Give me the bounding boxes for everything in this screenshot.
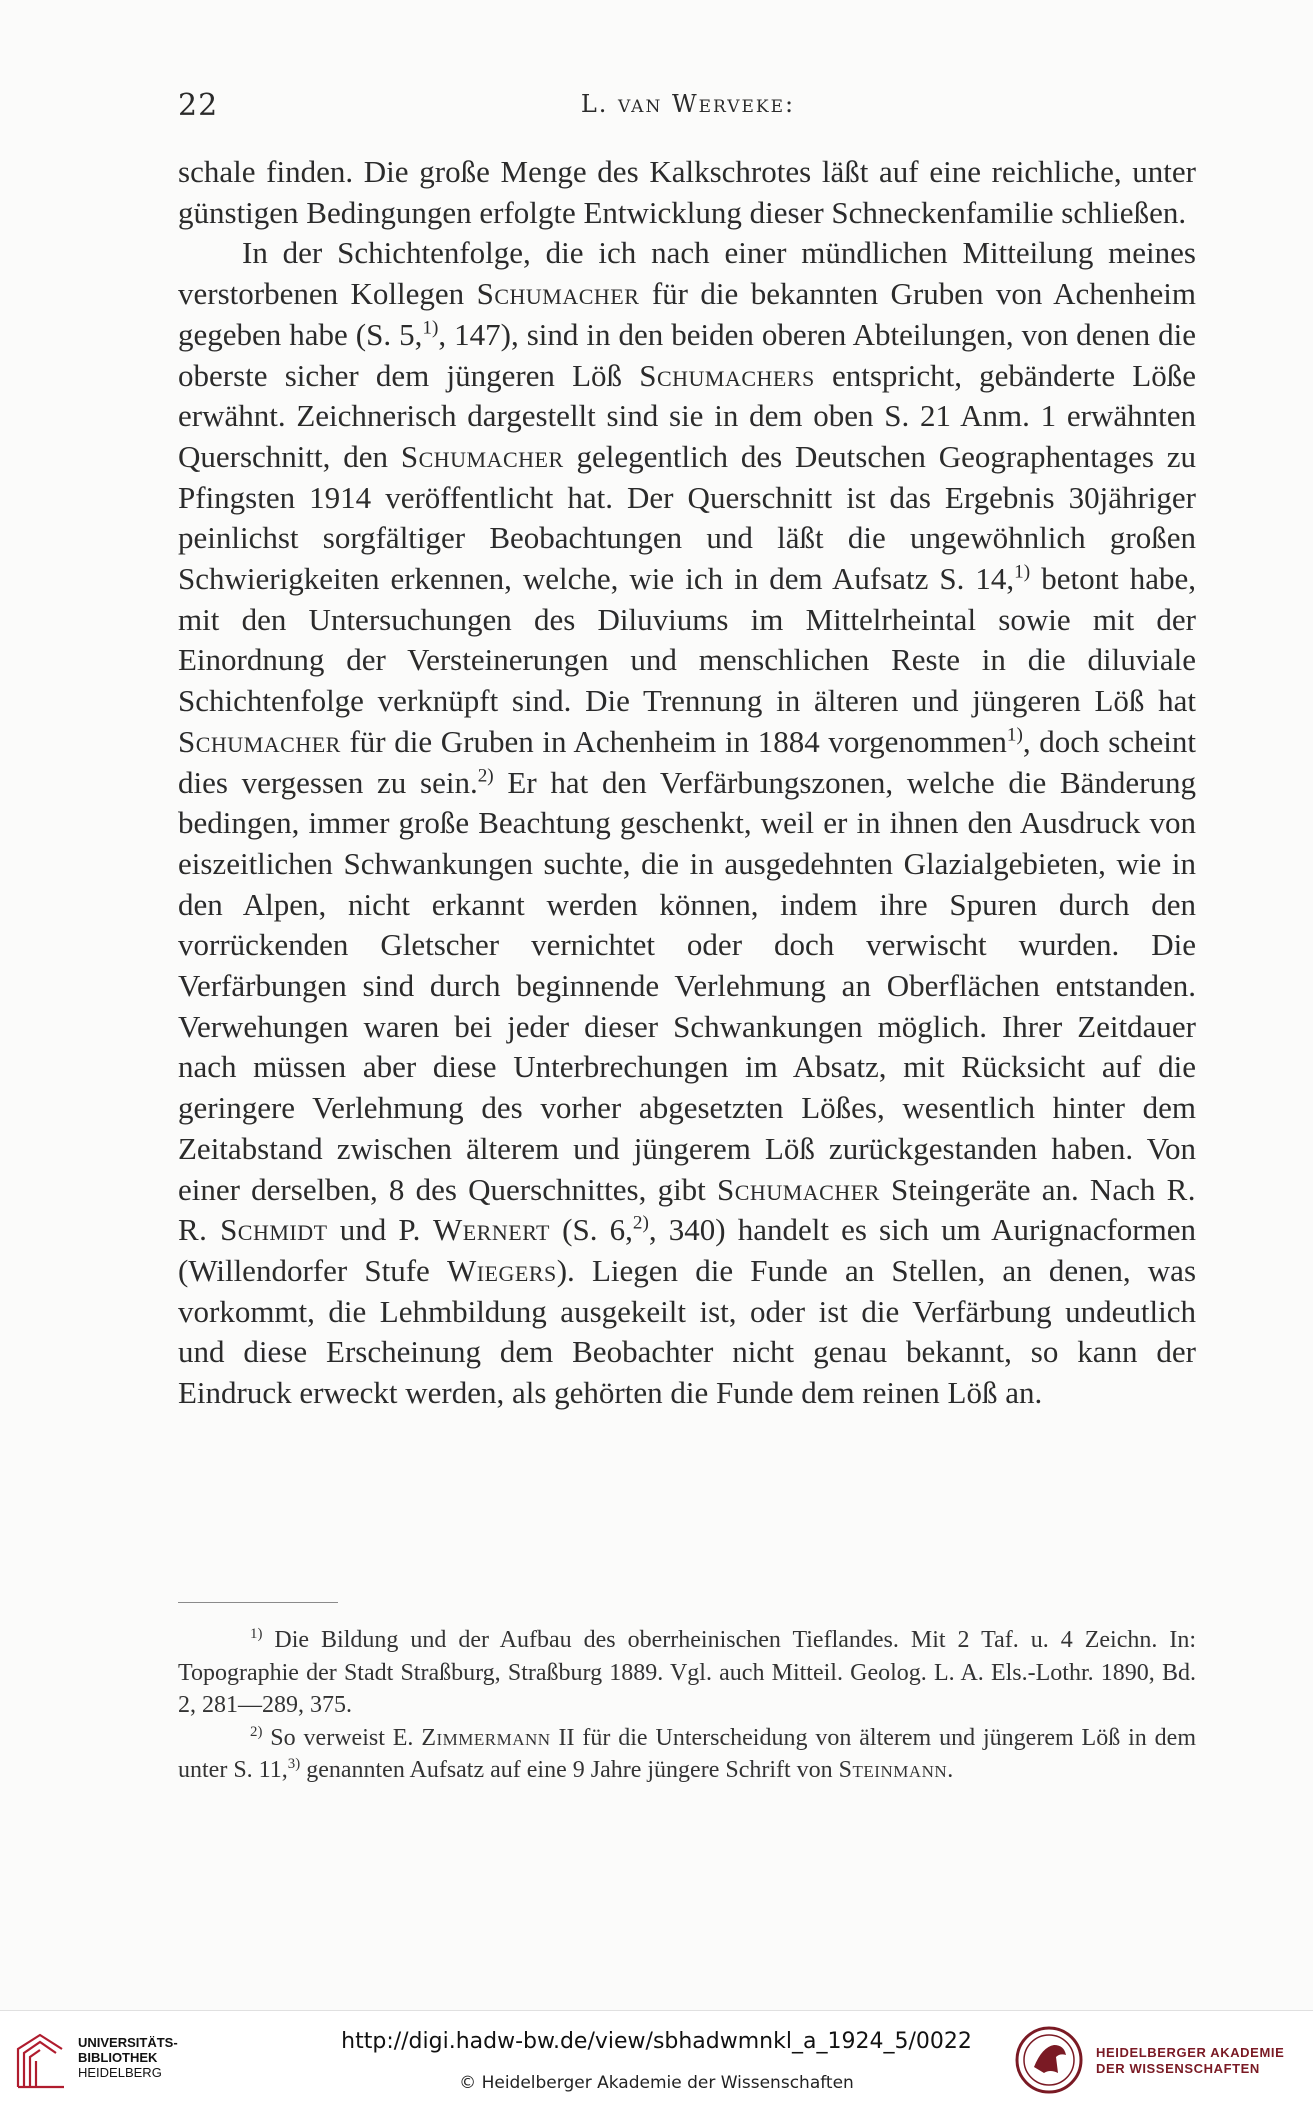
copyright-notice: © Heidelberger Akademie der Wissenschaften [459,2073,854,2093]
footnote-divider [178,1602,338,1603]
footnote-1: $^{1)}$ Die Bildung und der Aufbau des oberrheinischen Tieflandes. Mit 2 Taf. u. 4 Zeichn. In: Topographie der Stadt Straßburg, Straßburg 1889. Vgl. auch Mitteil. Geolog. L. A. Els.-Lothr. 1890, Bd. 2, 281—289, 375. [178,1626,1196,1718]
author-name: Schumacher [717,1171,880,1207]
footnote-mark: 1) [250,1626,263,1643]
author-name: P. Wernert [398,1212,550,1248]
viewer-footer [0,2010,1313,2107]
academy-seal-icon[interactable] [1014,2025,1084,2095]
footnote-ref[interactable]: 2) [477,765,494,787]
footnote-ref[interactable]: 1) [1014,561,1031,583]
footnote-mark: 2) [250,1723,263,1740]
page-header [178,88,1198,128]
running-head: L. van Werveke: [580,90,796,118]
body-text [178,152,1196,1414]
page-number: 22 [178,88,219,123]
academy-name: HEIDELBERGER AKADEMIE DER WISSENSCHAFTEN [1096,2045,1285,2076]
footnote-ref[interactable]: 2) [632,1212,649,1234]
footnote-ref[interactable]: 3) [287,1756,301,1773]
paragraph-2: In der Schichtenfolge, die ich nach einer mündlichen Mitteilung meines verstorbenen Kollegen Schumacher für die bekannten Gruben von Achenheim gegeben habe (S. 5,$^{1)}$, 147), sind in den beiden oberen Abteilungen, von denen die oberste sicher dem jüngeren Löß Schumachers entspricht, gebänderte Löße erwähnt. Zeichnerisch dargestellt sind sie in dem oben S. 21 Anm. 1 erwähnten Querschnitt, den Schumacher gelegentlich des Deutschen Geographentages zu Pfingsten 1914 veröffentlicht hat. Der Querschnitt ist das Ergebnis 30jähriger peinlichst sorgfältiger Beobachtungen und läßt die ungewöhnlich großen Schwierigkeiten erkennen, welche, wie ich in dem Aufsatz S. 14,$^{1)}$ betont habe, mit den Untersuchungen des Diluviums im Mittelrheintal sowie mit der Einordnung der Versteinerungen und menschlichen Reste in die diluviale Schichtenfolge verknüpft sind. Die Trennung in älteren und jüngeren Löß hat Schumacher für die Gruben in Achenheim in 1884 vorgenommen$^{1)}$, doch scheint dies vergessen zu sein.$^{2)}$ Er hat den Verfärbungszonen, welche die Bänderung bedingen, immer große Beachtung geschenkt, weil er in ihnen den Ausdruck von eiszeitlichen Schwankungen suchte, die in ausgedehnten Glazialgebieten, wie in den Alpen, nicht erkannt werden können, indem ihre Spuren durch den vorrückenden Gletscher vernichtet oder doch verwischt wurden. Die Verfärbungen sind durch beginnende Verlehmung an Oberflächen entstanden. Verwehungen waren bei jeder dieser Schwankungen möglich. Ihrer Zeitdauer nach müssen aber diese Unterbrechungen im Absatz, mit Rücksicht auf die geringere Verlehmung des vorher abgesetzten Lößes, wesentlich hinter dem Zeitabstand zwischen älterem und jüngerem Löß zurückgestanden haben. Von einer derselben, 8 des Querschnittes, gibt Schumacher Steingeräte an. Nach R. R. Schmidt und P. Wernert (S. 6,$^{2)}$, 340) handelt es sich um Aurignacformen (Willendorfer Stufe Wiegers). Liegen die Funde an Stellen, an denen, was vorkommt, die Lehmbildung ausgekeilt ist, oder ist die Verfärbung undeutlich und diese Erscheinung dem Beobachter nicht genau bekannt, so kann der Eindruck erweckt werden, als gehörten die Funde dem reinen Löß an. [178,235,1197,1411]
paragraph-1: schale finden. Die große Menge des Kalkschrotes läßt auf eine reichliche, unter günstigen Bedingungen erfolgte Entwicklung dieser Schneckenfamilie schließen. [178,154,1196,230]
permalink-url[interactable]: http://digi.hadw-bw.de/view/sbhadwmnkl_a_1924_5/0022 [341,2029,972,2054]
author-name: Schumacher [476,276,640,312]
footnote-2: $^{2)}$ So verweist E. Zimmermann II für die Unterscheidung von älterem und jüngerem Löß in dem unter S. 11,$^{3)}$ genannten Aufsatz auf eine 9 Jahre jüngere Schrift von Steinmann. [178,1723,1197,1783]
author-name: Steinmann [838,1757,948,1783]
author-name: Schumacher [178,723,341,759]
author-name: Schumachers [639,357,815,393]
footnote-ref[interactable]: 1) [422,317,439,339]
author-name: Schumacher [400,438,564,474]
footnotes [178,1624,1196,1787]
author-name: Zimmermann [421,1724,551,1751]
author-name: Wiegers [446,1252,557,1288]
footnote-ref[interactable]: 1) [1006,724,1023,746]
university-library-name: UNIVERSITÄTS- BIBLIOTHEK HEIDELBERG [78,2035,178,2080]
author-name: R. R. Schmidt [178,1171,1196,1248]
